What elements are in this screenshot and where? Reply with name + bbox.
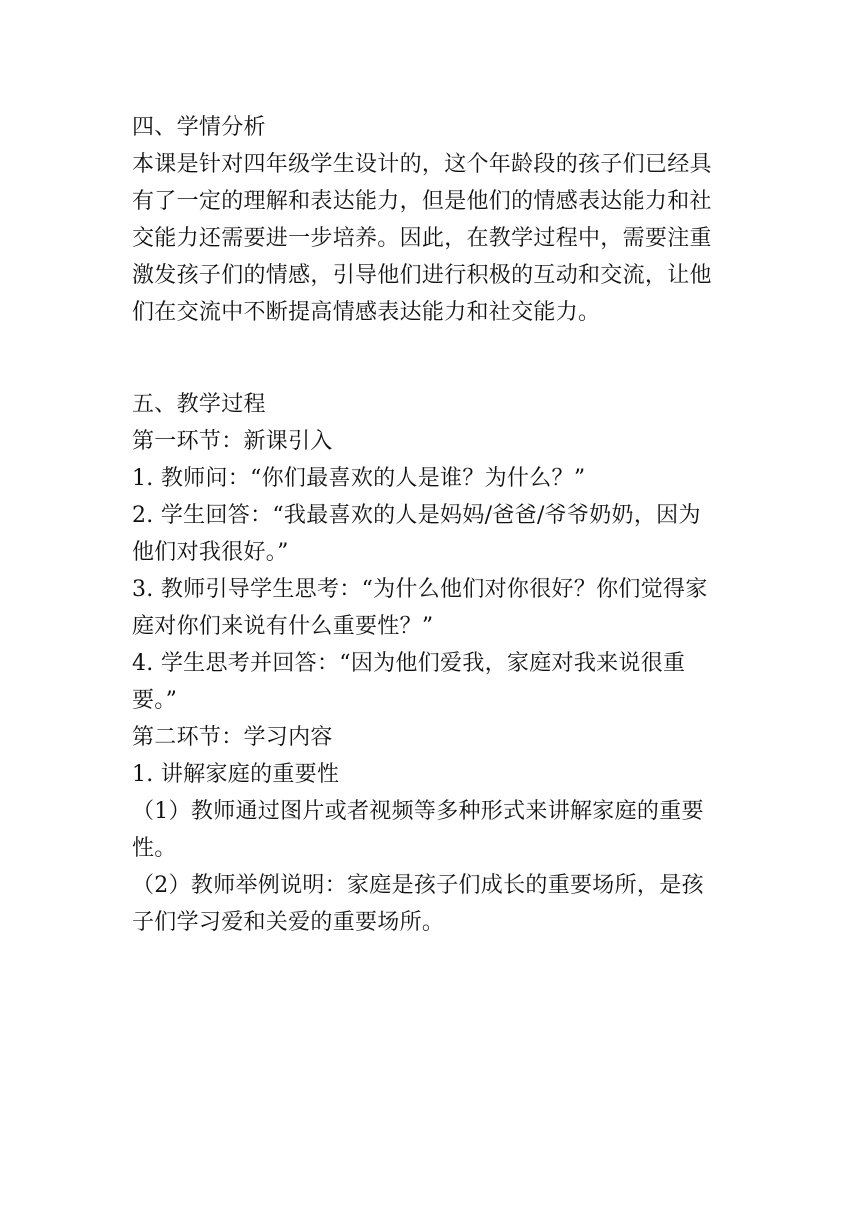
list-item-line: 庭对你们来说有什么重要性？”	[132, 614, 434, 639]
list-item-line: 要。”	[132, 688, 178, 713]
list-item-line: 4. 学生思考并回答：“因为他们爱我，家庭对我来说很重	[132, 651, 686, 676]
subsection-heading: 第二环节：学习内容	[132, 725, 333, 750]
list-item-line: （1）教师通过图片或者视频等多种形式来讲解家庭的重要	[132, 799, 704, 824]
list-item-line: 1. 教师问：“你们最喜欢的人是谁？为什么？”	[132, 466, 586, 491]
list-item-line: 性。	[132, 836, 177, 861]
subsection-heading: 第一环节：新课引入	[132, 429, 333, 454]
section-heading: 四、学情分析	[132, 115, 266, 140]
list-item-line: （2）教师举例说明：家庭是孩子们成长的重要场所，是孩	[132, 873, 704, 898]
paragraph-line: 们在交流中不断提高情感表达能力和社交能力。	[132, 300, 601, 325]
section-heading: 五、教学过程	[132, 392, 266, 417]
list-item-line: 2. 学生回答：“我最喜欢的人是妈妈/爸爸/爷爷奶奶，因为	[132, 503, 701, 528]
document-page	[132, 109, 732, 941]
list-item-line: 1. 讲解家庭的重要性	[132, 762, 340, 787]
paragraph-line: 激发孩子们的情感，引导他们进行积极的互动和交流，让他	[132, 263, 712, 288]
section-student-analysis	[132, 109, 732, 331]
list-item-line: 子们学习爱和关爱的重要场所。	[132, 910, 445, 935]
list-item-line: 3. 教师引导学生思考：“为什么他们对你很好？你们觉得家	[132, 577, 708, 602]
section-teaching-process	[132, 386, 732, 941]
paragraph-line: 有了一定的理解和表达能力，但是他们的情感表达能力和社	[132, 189, 712, 214]
paragraph-line: 本课是针对四年级学生设计的，这个年龄段的孩子们已经具	[132, 152, 712, 177]
section-spacer	[132, 331, 732, 386]
list-item-line: 他们对我很好。”	[132, 540, 289, 565]
paragraph-line: 交能力还需要进一步培养。因此，在教学过程中，需要注重	[132, 226, 712, 251]
